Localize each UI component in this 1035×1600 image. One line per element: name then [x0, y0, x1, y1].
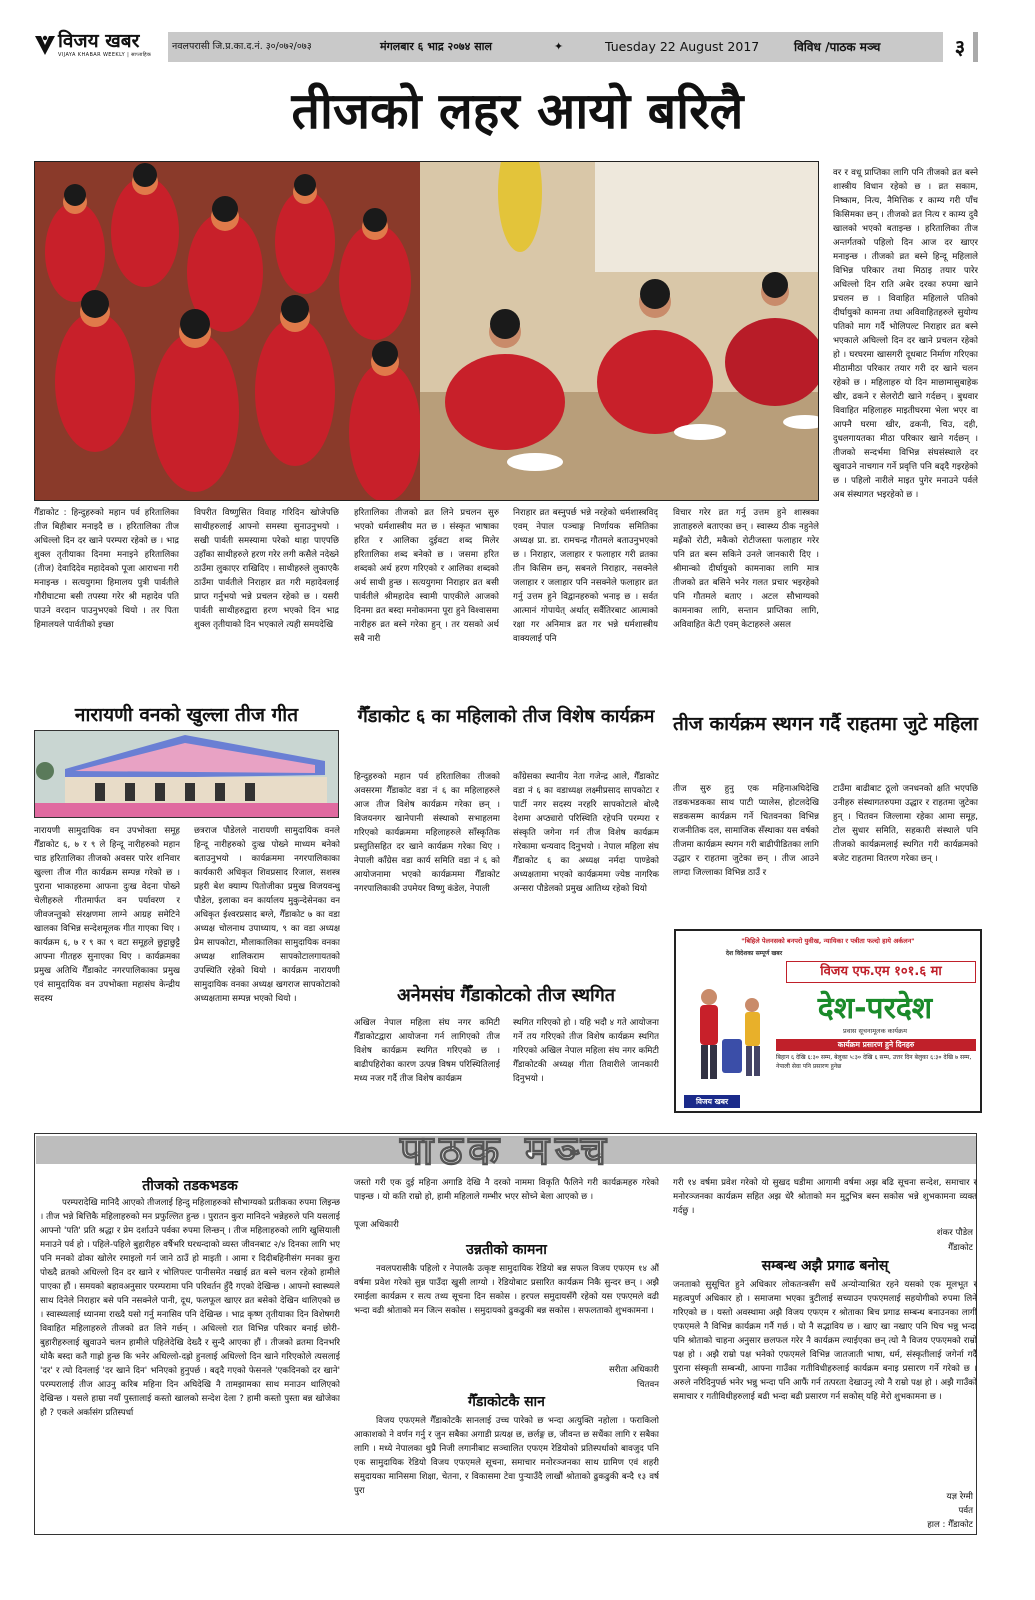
ward6-story-title: गैँडाकोट ६ का महिलाको तीज विशेष कार्यक्रम: [357, 706, 655, 727]
registration-number: नवलपरासी जि.प्र.का.द.नं. ३०/०७२/०७३: [172, 41, 312, 52]
lead-text-col1: गैँडाकोट : हिन्दुहरुको महान पर्व हरितालिका तीज बिहीबार मनाइदै छ । हरितालिका तीज अधिल्लो दिन दर खाने परम्परा रहेको छ । भाद्र शुक्ल तृतीयाका दिनमा मनाइने हरितालिका (तीज) देवादिदेव महादेवको पूजा आराधना गरी मनाइन्छ । सत्ययुगमा हिमालय पुत्री पार्वतीले गौरीघाटमा बसी तपस्या गरेर श्री महादेव पति पाउने वरदान पाउनुभएको थियो । तर पिता हिमालयले पार्वतीको इच्छा: [34, 508, 179, 630]
readers-forum-title: पाठक मञ्च: [400, 1128, 612, 1174]
letter1-title: तीजको तडकभडक: [142, 1178, 238, 1194]
ad-schedule-title: कार्यक्रम प्रसारण हुने दिनहरु: [776, 1039, 976, 1051]
date-separator-icon: ✦: [554, 40, 564, 53]
lead-text-col6: वर र वधू प्राप्तिका लागि पनि तीजको व्रत बस्ने शास्त्रीय विधान रहेको छ । व्रत सकाम, निष्काम, नित्य, नैमित्तिक र काम्य गरी पाँच किसिमका छन् । तीजको व्रत नित्य र काम्य दुवै खालको भएको बताइन्छ । हरितालिका तीज अन्तर्गतको पहिलो दिन आज दर खाएर मनाइन्छ । तीजको व्रत बस्ने हिन्दू महिलाले विभिन्न परिकार तथा मिठाइ तयार पारेर अधिल्लो दिन राति अबेर दरका रुपमा खाने प्रचलन छ । विवाहित महिलाले पतिको दीर्घायुको कामना तथा अविवाहितहरुले सुयोग्य पतिको माग गर्दै भोलिपल्ट निराहार व्रत बस्ने भएकाले अघिल्लो दिन दर खाने प्रचलन रहेको हो । घरघरमा खासगरी दूधबाट निर्माण गरिएका मीठामीठा परिकार तयार गरी दर खाने चलन रहेको छ । महिलाहरु यो दिन माछामासुबाहेक खीर, ढकने र सेलरोटी खाने गर्दछन् । बुधवार विवाहित महिलाहरु माइतीघरमा भेला भएर वा आफ्नै घरमा खीर, ढकनी, चिउ, दही, दुधलगायतका मीठा परिकार खाने गर्दछन् । तीजको सन्दर्भमा विभिन्न संघसंस्थाले दर खुवाउने नाचगान गर्ने प्रवृत्ति पनि बढ्दै गइरहेको छ । पहिलो नारीले माइत पुगेर मनाउने पर्वले अब संस्थागत भइरहेको छ ।: [833, 168, 978, 500]
letter3-body: विजय एफएमले गैँडाकोटकै सानलाई उच्च पारेको छ भन्दा अत्युक्ति नहोला । फराकिलो आकाशको ने वर्णन गर्नु र जुन सबैका अगाडी प्रत्यक्ष छ, छर्लङ्ग छ, जीवन्त छ सधैंका लागि र सबैका लागि । मध्ये नेपालका थुप्रै निजी लगानीबाट सञ्चालित एफएम रेडियोको प्रतिस्पर्धाको बावजुद पनि एक सामुदायिक रेडियो विजय एफएमले सूचना, समाचार मनोरञ्जनका साथ ग्रामिण एवं शहरी समुदायका मानिसमा शिक्षा, चेतना, र विकासमा टेवा पुऱ्याउँदै लाखौं श्रोताको ढुकढुकी बन्दै १३ वर्ष पुरा: [354, 1416, 659, 1496]
tent-stage-image: [35, 731, 339, 818]
ad-logo: विजय खबर: [684, 1095, 740, 1108]
letter3-place: गैँडाकोट: [948, 1243, 973, 1253]
letter2-title: उन्नतीको कामना: [466, 1242, 547, 1258]
narayani-text-col2: छत्रराज पौडेलले नारायणी सामुदायिक वनले हिन्दू नारीहरुको दुःख पोख्ने माध्यम बनेको बताउनुभयो । कार्यक्रममा नगरपालिकाका कार्यकारी अधिकृत शिवप्रसाद रिजाल, सशस्त्र प्रहरी बेश क्याम्प पितोजीका प्रमुख विजयवन्धु पौडेल, इलाका वन कार्यालय मुकुन्देसेनका वन अधिकृत ईश्वरप्रसाद बग्ले, गैँडाकोट ७ का वडा अध्यक्ष चोलनाथ उपाध्याय, ९ का वडा अध्यक्ष प्रेम सापकोटा, मौलाकालिका सामुदायिक वनका अध्यक्ष शालिकराम सापकोटालगायतको उपस्थिति रहेको थियो । कार्यक्रम नारायणी सामुदायिक वनका अध्यक्ष खगराज सापकोटाको अध्यक्षतामा सम्पन्न भएको थियो ।: [194, 826, 340, 1004]
ad-subline: देश विदेशका सम्पूर्ण खबर: [725, 950, 783, 957]
letter3-continued: गरी १४ वर्षमा प्रवेश गरेको यो सुखद घडीमा आगामी वर्षमा अझ बढि सूचना सन्देश, समाचार र मनोरञ्जनका कार्यक्रम सहित अझ धेरै श्रोताको मन मुटुभित्र बस्न सकोस भन्ने शुभकामना व्यक्त गर्दछु ।: [673, 1178, 977, 1216]
anemsangh-text-col1: अखिल नेपाल महिला संघ नगर कमिटी गैँडाकोटद्वारा आयोजना गर्न लागिएको तीज विशेष कार्यक्रम स्थगित गरिएको छ । बाढीपहिरोका कारण उत्पन्न विषम परिस्थितिलाई मध्य नजर गर्दै तीज विशेष कार्यक्रम: [354, 1018, 500, 1084]
page-number: ३: [954, 35, 966, 59]
lead-text-col2: विपरीत विष्णुसित विवाह गरिदिन खोजेपछि साथीहरुलाई आफ्नो समस्या सुनाउनुभयो । सखी पार्वती समस्यामा परेको थाहा पाएपछि उहाँका साथीहरुले हरण गरेर लगी कसैले नदेख्ने ठाउँमा लुकाएर राखिदिए । साथीहरुले लुकाएकै ठाउँमा पार्वतीले निराहार व्रत गरी महादेवलाई प्राप्त गर्नुभयो भन्ने प्रचलन रहेको छ । यसरी पार्वती साथीहरुद्वारा हरण भएको दिन भाद्र शुक्ल तृतीयाको दिन भएकाले त्यही समयदेखि: [194, 508, 339, 630]
letter1-continued: जस्तो गरी एक दुई महिना अगाडि देखि नै दरको नाममा विकृति फैलिने गरी कार्यक्रमहरु गरेको पाइन्छ । यो कति राम्रो हो, हामी महिलाले गम्भीर भएर सोच्ने बेला आएको छ ।: [354, 1178, 659, 1202]
narayani-story-title: नारायणी वनको खुल्ला तीज गीत: [74, 704, 299, 726]
ad-tagline: "बिहिले पेलनसको बनपरो युवीख, न्यायिका र पत्रीता फल्दो हाये अर्कलन": [741, 937, 915, 945]
newspaper-logo: [34, 30, 166, 64]
narayani-text-col1: नारायणी सामुदायिक वन उपभोक्ता समूह गैँडाकोट ६, ७ र ९ ले हिन्दू नारीहरुको महान चाड हरितालिका तीजको अवसर पारेर शनिवार खुल्ला तीज गीत कार्यक्रम सम्पन्न गरेको छ । पुराना भाकाहरुमा आफना दुःख वेदना पोख्ने चेलीहरुले गीतमार्फत वन पर्यावरण र जीवजन्तुको संरक्षणमा लाग्ने आग्रह समेटिने खालका विभिन्न सन्देशमूलक गीत गाएका थिए । कार्यक्रम ६, ७ र ९ का ९ वटा समूहले छुट्टाछुट्टै आफ्ना गीतहरु सुनाएका थिए । कार्यक्रमका प्रमुख अतिथि गैँडाकोट नगरपालिकाका प्रमुख एवं सामुदायिक वन उपभोक्ता महासंघ केन्द्रीय सदस्य: [34, 826, 180, 1004]
page-number-box: [945, 32, 975, 62]
relief-text-col1: तीज सुरु हुनु एक महिनाअघिदेखि तडकभडकका साथ पाटी प्यालेस, होटलदेखि सडकसम्म कार्यक्रम गर्ने चितवनका विभिन्न राजनीतिक दल, सामाजिक सँस्थाका यस वर्षको तीजमा कार्यक्रम स्थगन गरी बाढीपीडितका लागि उद्धार र राहतमा जुटेका छन् । तीज आउने लाग्दा जिल्लाका विभिन्न ठाउँ र: [673, 784, 819, 878]
teej-celebration-image: [35, 162, 819, 501]
radio-advertisement[interactable]: [674, 929, 982, 1113]
letter1-author: पूजा अधिकारी: [354, 1220, 399, 1230]
relief-story-title: तीज कार्यक्रम स्थगन गर्दै राहतमा जुटे महिला: [673, 713, 978, 735]
letter4-body: जनताको सुसूचित हुने अधिकार लोकतन्त्रसँग सधैं अन्योन्याश्रित रहने यसको एक मूलभूत र महत्वपुर्ण अधिकार हो । समाजमा भएका त्रुटीलाई सच्याउन एफएमलाई सहयोगीको रुपमा लिने गरिएको छ । यस्तो अवस्थामा अझै विजय एफएम र श्रोताका बिच प्रगाढ सम्बन्ध बनाउनका लागी एफएमले नै विभिन्न कार्यक्रम गर्नै गर्छ । यो नै सद्भाविय छ । खाए खा नखाए पनि घिच भन्नु भन्दा पनि श्रोताको चाहना अनुसार छलफल गरेर नै कार्यक्रम ल्याईएका छन् त्यो नै विजय एफएमको राम्रो पक्ष हो । अझै राम्रो पक्ष भनेको एफएमले विभिन्न जातजाती भाषा, धर्म, संस्कृतीलाई जगेर्ना गर्दै पुराना संस्कृती सम्बन्धी, आफ्ना गाउँका गतीविधीहरुलाई कार्यक्रम बनाइ प्रसारण गर्ने गरेको छ । अरुले नरिदिनुपर्छ भनेर भन्नु भन्दा पनि आफैं गर्न तत्परता देखाउनु त्यो नै राम्रो पक्ष हो । अझै गाउँको समाचार र गतीविधीहरुलाई बढी भन्दा बढी प्रसारण गर्न सकोस् यहि मेरो शुभकामना छ ।: [673, 1280, 977, 1402]
ward6-text-col2: काँग्रेसका स्थानीय नेता गजेन्द्र आले, गैँडाकोट वडा नं ६ का वडाध्यक्ष लक्ष्मीप्रसाद सापकोटा र पार्टी नगर सदस्य नरहरि सापकोटाले बोल्दै देशमा अप्ठ्यारो परिस्थिति रहेपनि परम्परा र संस्कृति जगेना गर्न तीज विशेष कार्यक्रम गरेकामा धन्यवाद दिनुभयो । नेपाल महिला संघ गैँडाकोट ६ का अध्यक्ष नर्मदा पाण्डेको अध्यक्षतामा भएको कार्यक्रममा ज्येष्ठ नागरिक अन्सरा पौडेलको प्रमुख आतिथ्य रहेको थियो: [513, 772, 659, 894]
anemsangh-story-title: अनेमसंघ गैँडाकोटको तीज स्थगित: [396, 985, 616, 1006]
letter3-author: शंकर पौडेल: [936, 1228, 973, 1238]
letter1-body: परम्परादेखि मानिदै आएको तीजलाई हिन्दु महिलाहरुको सौभाग्यको प्रतीकका रुपमा लिइन्छ । तीज भन्ने बित्तिकै महिलाहरुको मन प्रफुल्लित हुन्छ । पुरातन कुरा मानिदने भन्नेहरुले पनि यसलाई आफ्नो 'पति' प्रति श्रद्धा र प्रेम दर्शाउने पर्वका रुपमा लिन्छन् । तीज महिलाहरुको लागि खुसियाली मनाउने पर्व हो । पहिले-पहिले बुहारीहरु वर्षैभरि घरधन्दाको व्यस्त जीवनबाट २/४ दिनका लागि भए पनि मनको ढोका खोलेर रमाइलो गर्न जाने ठाउँ हो माइती । आमा र दिदीबहिनीसंग मनका कुरा पोख्दै व्रतको अधिल्लो दिन दर खाने र भोलिपल्ट पानीसमेत नखाई व्रत बस्ने चलन रहेको हामीले पाएका हौं । समयको बहावअनुसार परम्परामा पनि परिवर्तन हुँदै गएको देखिन्छ । आफ्नो स्वास्थ्यले साथ दिनेले निराहार बसे पनि नसक्नेले पानी, दूध, फलफूल खाएर व्रत बसेको देखिन थालिएको छ । स्वास्थ्यलाई ध्यानमा राख्दै यसो गर्नु मनासिव पनि देखिन्छ । भाद्र कृष्ण तृतीयाका दिन विशेषगरी विवाहित महिलाहरुले तीजको व्रत लिने गर्छन् । अधिल्लो रात विभिन्न परिकार बनाई छोरी-बुहारीहरुलाई खुवाउने चलन हामीले पहिलेदेखि देख्दै र सुन्दै आएका हौं । तीजको व्रतमा दिनभरि थोकै बस्दा कतै गाह्रो हुन्छ कि भनेर अधिल्लो-दह्रो हुनलाई अधिल्लो दिन खाने गरिएकोले त्यसलाई 'दर' र त्यो दिनलाई 'दर खाने दिन' भनिएको हुनुपर्छ । बढ्दै गएको फेसनले 'एकदिनको दर खाने' परम्परालाई तीज आउनु करिब महिना दिन अघिदेखि नै तामझामका साथ मनाउन थालिएको देखिन्छ । यसले हाम्रा नयाँ पुस्तालाई कस्तो खालको सन्देश देला ? हामी कस्तो पुस्ता बन्न खोजेका हौ ? एकले अर्कासंग प्रतिस्पर्धा: [40, 1198, 340, 1418]
ward6-text-col1: हिन्दुहरुको महान पर्व हरितालिका तीजको अवसरमा गैँडाकोट वडा नं ६ का महिलाहरुले आज तीज विशेष कार्यक्रम गरेका छन् । विजयनगर खानेपानी संस्थाको सभाहलमा गरिएको कार्यक्रममा महिलाहरुले साँस्कृतिक प्रस्तुतिसहित दर खाने कार्यक्रम गरेका थिए । नेपाली काँग्रेस वडा कार्य समिति वडा नं ६ को आयोजनामा भएको कार्यक्रममा गैँडाकोट नगरपालिकाकी उपमेयर विष्णु कंडेल, नेपाली: [354, 772, 500, 894]
narayani-event-photo: [34, 730, 339, 818]
lead-text-col5: विचार गरेर व्रत गर्नु उत्तम हुने शास्त्रका ज्ञाताहरुले बताएका छन् । स्वास्थ्य ठीक नहुनेले मह्रँको रोटी, मकैको रोटीजस्ता फलाहार गरेर पनि व्रत बस्न सकिने उनले जानकारी दिए । श्रीमान्को दीर्घायुको कामनाका लागि मात्र तीजको व्रत बसिने भनेर गलत प्रचार भइरहेको पनि गौतमले बताए । अटल सौभाग्यको कामनाका लागि, सन्तान प्राप्तिका लागि, अविवाहित केटी एवम् केटाहरुले असल: [673, 508, 819, 630]
main-headline: तीजको लहर आयो बरिलै: [291, 82, 744, 140]
date-nepali: मंगलबार ६ भाद्र २०७४ साल: [380, 40, 492, 53]
logo-tagline: VIJAYA KHABAR WEEKLY | साप्ताहिक: [58, 52, 152, 58]
ad-program-name: देश-परदेश: [817, 991, 933, 1026]
date-english: Tuesday 22 August 2017: [605, 39, 760, 54]
ad-schedule: बिहान ६ देखि ६:३० सम्म, बेलुका ५:३० देखि ६ सम्म, उत्तर दिन बेलुका ६:३० देखि ७ सम्म, नेपाली सेवा पनि प्रसारण हुनेछ: [776, 1054, 972, 1070]
relief-text-col2: टाउँमा बाढीबाट ठूलो जनधनको क्षति भएपछि उनीहरु संस्थागतरुपमा उद्धार र राहतमा जुटेका हुन् । चितवन जिल्लामा रहेका आमा समूह, टोल सुधार समिति, सहकारी संस्थाले पनि तीजको कार्यक्रमलाई स्थगित गरी कार्यक्रमको बजेट राहतमा वितरण गरेका छन् ।: [833, 784, 978, 864]
ad-station: विजय एफ.एम १०१.६ मा: [786, 961, 976, 983]
letter2-author: सरीता अधिकारी: [608, 1365, 659, 1375]
letter2-place: चितवन: [636, 1380, 659, 1390]
anemsangh-text-col2: स्थगित गरिएको हो । यहि भदौ ४ गते आयोजना गर्ने तय गरिएको तीज विशेष कार्यक्रम स्थगित गरिएको अखिल नेपाल महिला संघ नगर कमिटी गैँडाकोटकी अध्यक्ष गीता तिवारीले जानकारी दिनुभयो ।: [513, 1018, 659, 1084]
letter4-title: सम्बन्ध अझै प्रगाढ बनोस्: [761, 1258, 889, 1274]
section-name: विविध /पाठक मञ्च: [794, 40, 881, 54]
ad-program-sub: प्रवास सूचनामूलक कार्यक्रम: [843, 1027, 907, 1035]
traveller-illustration-icon: [684, 983, 774, 1093]
letter2-body: नवलपरासीकै पहिलो र नेपालकै उत्कृष्ट सामुदायिक रेडियो बन्न सफल विजय एफएम १४ औं वर्षमा प्रवेश गरेको सुन्न पाउँदा खुसी लाग्यो । रेडियोबाट प्रसारित कार्यक्रम निकै सुन्दर छन् । अझै रमाईला कार्यक्रम र सत्य तथ्य सूचना दिन सकोस । हरपल समुदायसँगै रहेको यस एफएमले वढी भन्दा वढी श्रोताको मन जित्न सकोस । समुदायको ढुकढुकी बन्न सकोस । सफलताको शुभकामना ।: [354, 1264, 659, 1316]
letter4-author: यज्ञ रेग्मी: [946, 1492, 973, 1502]
logo-emblem-icon: [34, 33, 56, 57]
letter3-title: गैँडाकोटकै सान: [468, 1394, 545, 1410]
logo-name: विजय खबर: [58, 30, 140, 52]
teej-photo: [34, 161, 819, 501]
lead-text-col4: निराहार व्रत बस्नुपर्छ भन्ने नरहेको धर्मशास्त्रविद् एवम् नेपाल पञ्चाङ्ग निर्णायक समितिका अध्यक्ष प्रा. डा. रामचन्द्र गौतमले बताउनुभएको छ । निराहार, जलाहार र फलाहार गरी व्रतका तीन किसिम छन्, सबनले निराहार, नसक्नेले जलाहार र जलाहार पनि नसक्नेले फलाहार व्रत गर्नु उत्तम हुने विद्वानहरुको भनाइ छ । सर्वत आत्मानं गोपायेत् अर्थात् सर्वैतिरबाट आत्माको रक्षा गर अनिमात्र व्रत गर भन्ने धर्मशास्त्रीय वाक्यलाई पनि: [513, 508, 658, 644]
letter4-place: पर्वत: [958, 1506, 973, 1516]
letter4-current-place: हाल : गैँडाकोट: [927, 1520, 973, 1530]
lead-text-col3: हरितालिका तीजको व्रत लिने प्रचलन सुरु भएको धर्मशास्त्रीय मत छ । संस्कृत भाषाका हरित र आलिका दुईवटा शब्द मिलेर हरितालिका शब्द बनेको छ । जसमा हरित शब्दको अर्थ हरण गरिएको र आलिका शब्दको अर्थ साथी हुन्छ । सत्ययुगमा निराहार व्रत बसी पार्वतीले श्रीमहादेव स्वामी पाएकीले आजको दिनमा व्रत बस्दा मनोकामना पूरा हुने विश्वासमा नारीहरु व्रत बस्ने गरेका हुन् । तर यसको अर्थ सबै नारी: [354, 508, 499, 644]
